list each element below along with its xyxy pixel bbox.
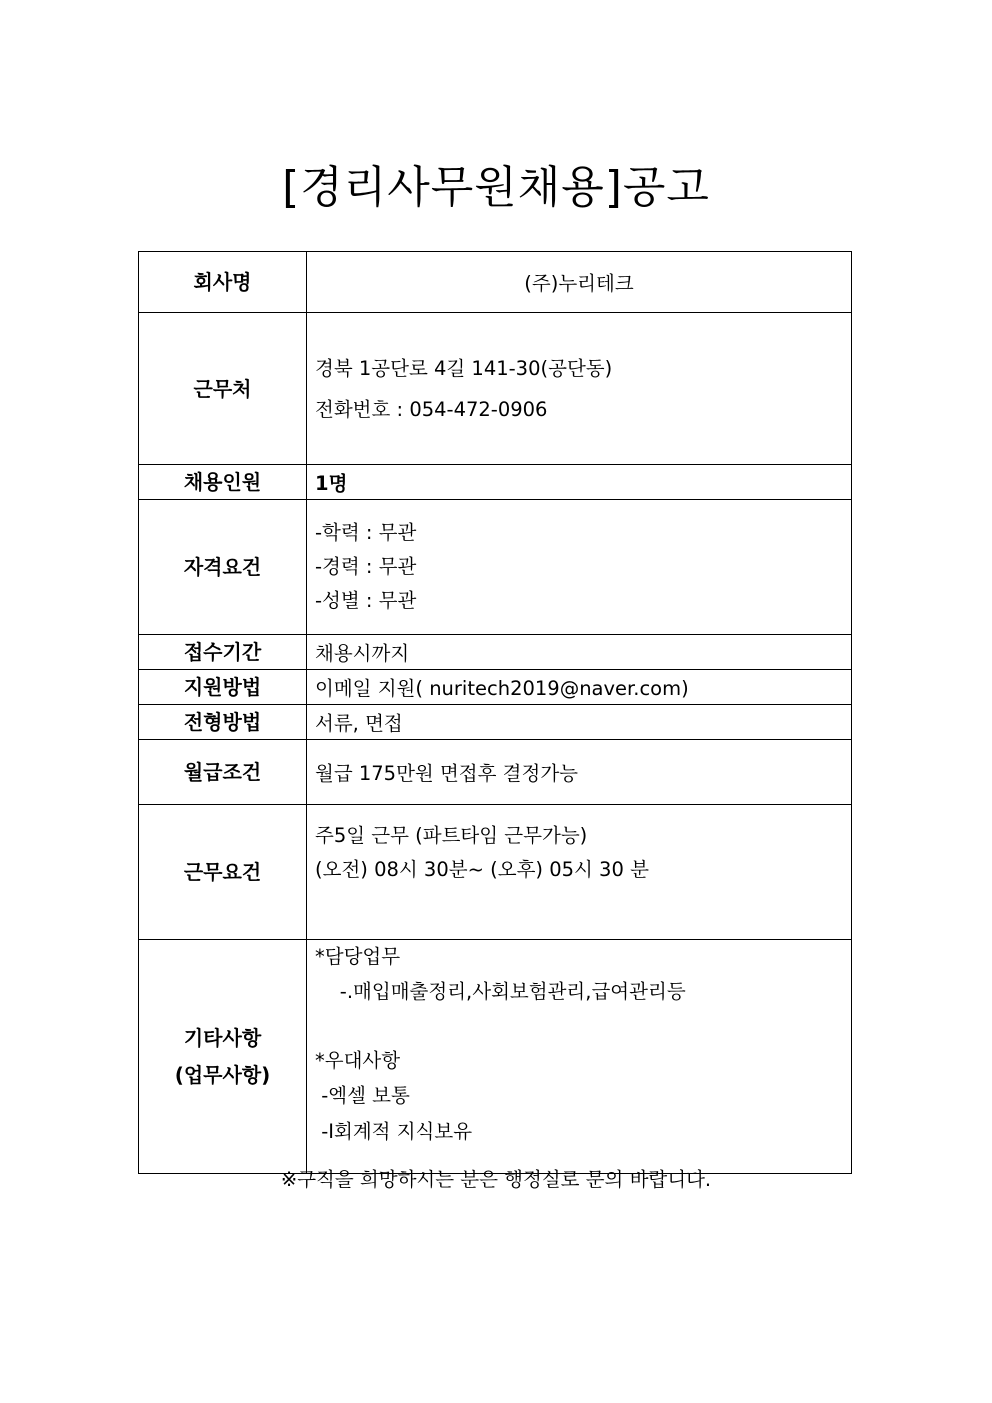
apply-method-label: 지원방법 bbox=[139, 670, 307, 705]
duties-detail: -.매입매출정리,사회보험관리,급여관리등 bbox=[315, 980, 686, 1003]
work-days: 주5일 근무 (파트타임 근무가능) bbox=[315, 824, 588, 847]
headcount-label: 채용인원 bbox=[139, 465, 307, 500]
etc-label-line-1: 기타사항 bbox=[183, 1025, 262, 1050]
workplace-address: 경북 1공단로 4길 141-30(공단동) bbox=[315, 356, 613, 380]
preferences-heading: *우대사항 bbox=[315, 1049, 401, 1072]
workplace-phone: 전화번호 : 054-472-0906 bbox=[315, 397, 548, 421]
etc-label bbox=[139, 940, 307, 1174]
company-label: 회사명 bbox=[139, 252, 307, 313]
table-row-company bbox=[139, 252, 852, 313]
table-row-selection bbox=[139, 705, 852, 740]
period-value: 채용시까지 bbox=[307, 635, 852, 670]
qualification-experience: -경력 : 무관 bbox=[315, 555, 417, 578]
selection-label: 전형방법 bbox=[139, 705, 307, 740]
table-row-etc bbox=[139, 940, 852, 1174]
footer-note: ※구직을 희망하시는 분은 행정실로 문의 바랍니다. bbox=[280, 1168, 712, 1191]
table-row-salary bbox=[139, 740, 852, 805]
preference-excel: -엑셀 보통 bbox=[315, 1084, 410, 1107]
table-row-period bbox=[139, 635, 852, 670]
headcount-value: 1명 bbox=[307, 465, 852, 500]
salary-label: 월급조건 bbox=[139, 740, 307, 805]
table-row-workplace bbox=[139, 313, 852, 465]
work-conditions-label: 근무요건 bbox=[139, 805, 307, 940]
table-row-qualifications bbox=[139, 500, 852, 635]
company-value: (주)누리테크 bbox=[307, 252, 852, 313]
etc-value bbox=[307, 940, 852, 1174]
work-hours: (오전) 08시 30분~ (오후) 05시 30 분 bbox=[315, 858, 649, 881]
work-conditions-value bbox=[307, 805, 852, 940]
qualifications-value bbox=[307, 500, 852, 635]
table-row-apply-method bbox=[139, 670, 852, 705]
qualification-gender: -성별 : 무관 bbox=[315, 589, 417, 612]
job-notice-table bbox=[138, 251, 852, 1174]
table-row-headcount bbox=[139, 465, 852, 500]
period-label: 접수기간 bbox=[139, 635, 307, 670]
selection-value: 서류, 면접 bbox=[307, 705, 852, 740]
page-title: [경리사무원채용]공고 bbox=[282, 162, 710, 213]
workplace-label: 근무처 bbox=[139, 313, 307, 465]
salary-value: 월급 175만원 면접후 결정가능 bbox=[307, 740, 852, 805]
spacer-line bbox=[315, 1010, 851, 1044]
duties-heading: *담당업무 bbox=[315, 945, 401, 968]
qualification-education: -학력 : 무관 bbox=[315, 521, 417, 544]
apply-method-value: 이메일 지원( nuritech2019@naver.com) bbox=[307, 670, 852, 705]
etc-label-line-2: (업무사항) bbox=[174, 1062, 271, 1087]
preference-accounting: -I회계적 지식보유 bbox=[315, 1120, 473, 1143]
workplace-value bbox=[307, 313, 852, 465]
qualifications-label: 자격요건 bbox=[139, 500, 307, 635]
table-row-work-conditions bbox=[139, 805, 852, 940]
